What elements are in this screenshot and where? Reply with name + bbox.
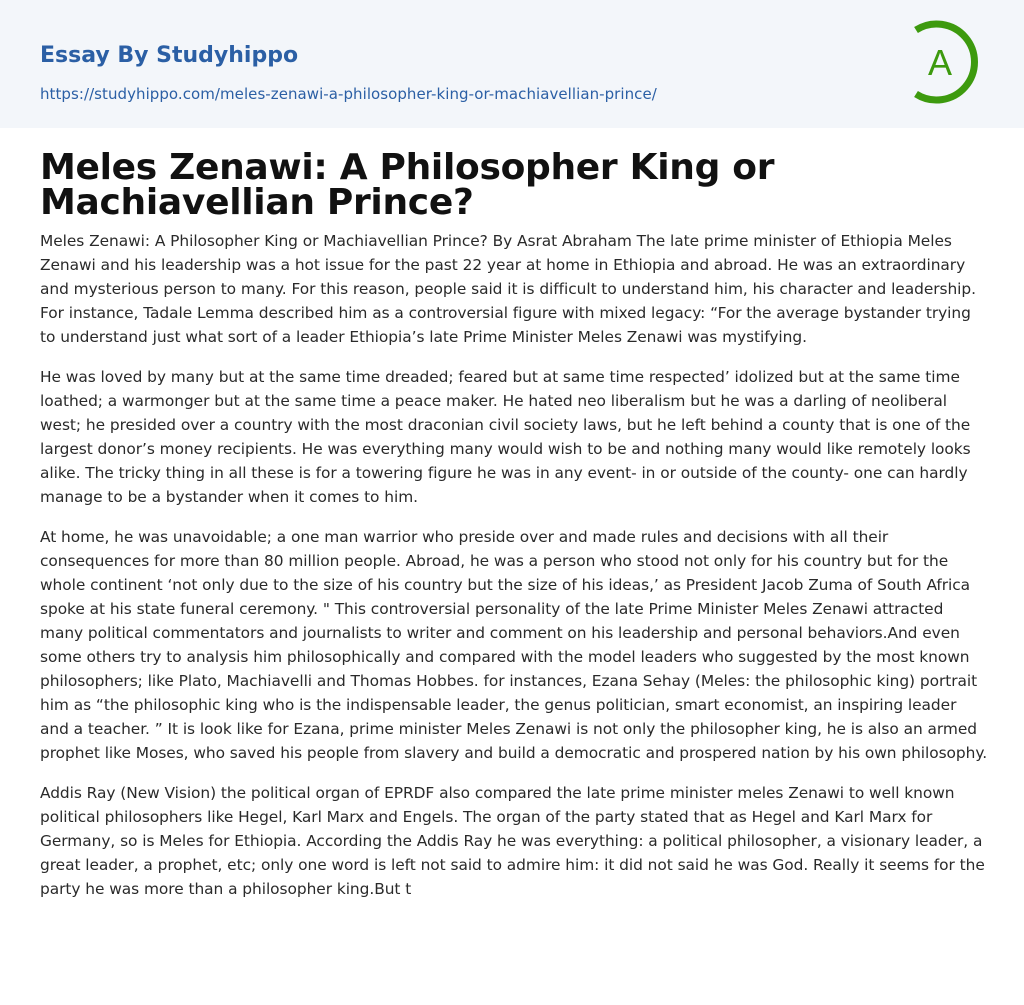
brand-title: Essay By Studyhippo (40, 43, 299, 68)
essay-url-link[interactable]: https://studyhippo.com/meles-zenawi-a-philosopher-king-or-machiavellian-prince/ (40, 85, 657, 103)
article-paragraph: He was loved by many but at the same time dreaded; feared but at same time respected’ idolized but at the same time loathed; a warmonger but at the same time a peace maker. He hated neo liberalism but he was a darling of neoliberal west; he presided over a country with the most draconian civil society laws, but he left behind a county that is one of the largest donor’s money recipients. He was everything many would wish to be and nothing many would like remotely looks alike. The tricky thing in all these is for a towering figure he was in any event- in or outside of the county- one can hardly manage to be a bystander when it comes to him. (40, 368, 971, 506)
article-paragraph: At home, he was unavoidable; a one man warrior who preside over and made rules and decisions with all their consequences for more than 80 million people. Abroad, he was a person who stood not only for his country but for the whole continent ‘not only due to the size of his country but the size of his ideas,’ as President Jacob Zuma of South Africa spoke at his state funeral ceremony. " This controversial personality of the late Prime Minister Meles Zenawi attracted many political commentators and journalists to writer and comment on his leadership and personal behaviors.And even some others try to analysis him philosophically and compared with the model leaders who suggested by the most known philosophers; like Plato, Machiavelli and Thomas Hobbes. for instances, Ezana Sehay (Meles: the philosophic king) portrait him as “the philosophic king who is the indispensable leader, the genus politician, smart economist, an inspiring leader and a teacher. ” It is look like for Ezana, prime minister Meles Zenawi is not only the philosopher king, he is also an armed prophet like Moses, who saved his people from slavery and build a democratic and prospered nation by his own philosophy. (40, 528, 988, 762)
article-title: Meles Zenawi: A Philosopher King or Machiavellian Prince? (40, 147, 775, 223)
svg-text:A: A (927, 42, 953, 83)
article-paragraph: Addis Ray (New Vision) the political organ of EPRDF also compared the late prime minister meles Zenawi to well known political philosophers like Hegel, Karl Marx and Engels. The organ of the party stated that as Hegel and Karl Marx for Germany, so is Meles for Ethiopia. According the Addis Ray he was everything: a political philosopher, a visionary leader, a great leader, a prophet, etc; only one word is left not said to admire him: it did not said he was God. Really it seems for the party he was more than a philosopher king.But t (40, 784, 985, 898)
article-body (40, 229, 988, 917)
article-paragraph: Meles Zenawi: A Philosopher King or Machiavellian Prince? By Asrat Abraham The late prime minister of Ethiopia Meles Zenawi and his leadership was a hot issue for the past 22 year at home in Ethiopia and abroad. He was an extraordinary and mysterious person to many. For this reason, people said it is difficult to understand him, his character and leadership. For instance, Tadale Lemma described him as a controversial figure with mixed legacy: “For the average bystander trying to understand just what sort of a leader Ethiopia’s late Prime Minister Meles Zenawi was mystifying. (40, 232, 976, 346)
